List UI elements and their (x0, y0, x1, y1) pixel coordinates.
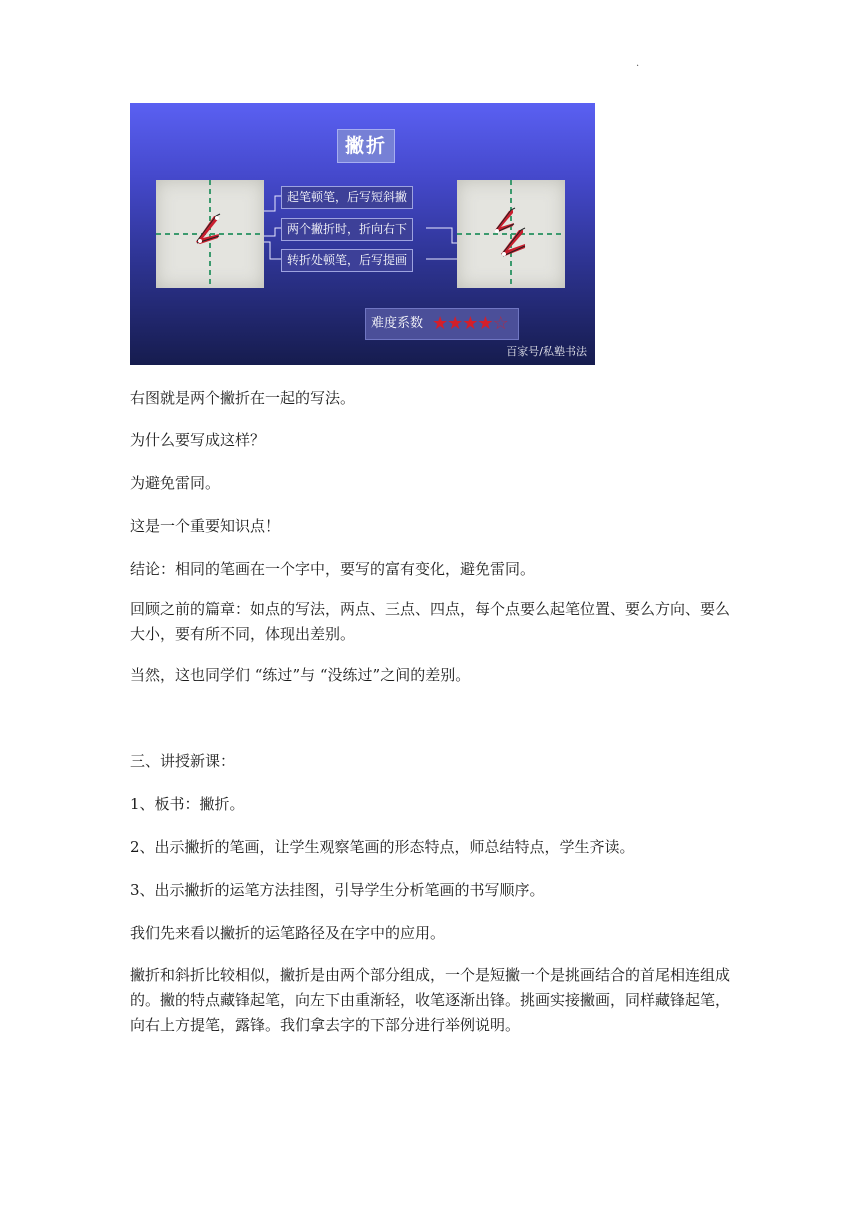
empty-star-icon: ☆ (492, 313, 508, 334)
single-piezhe-stroke-icon (156, 180, 264, 288)
double-piezhe-stroke-icon (457, 180, 565, 288)
paragraph: 结论：相同的笔画在一个字中，要写的富有变化，避免雷同。 (130, 560, 536, 578)
double-stroke-grid (457, 180, 565, 288)
paragraph: 右图就是两个撇折在一起的写法。 (130, 389, 356, 407)
filled-star-icon: ★ (432, 313, 448, 334)
paragraph: 回顾之前的篇章：如点的写法，两点、三点、四点，每个点要么起笔位置、要么方向、要么大小，要有所不同，体现出差别。 (130, 600, 731, 643)
callout-start-stroke: 起笔顿笔，后写短斜撇 (281, 186, 413, 209)
filled-star-icon: ★ (477, 313, 493, 334)
difficulty-panel (365, 308, 519, 340)
callout-double-turn: 两个撇折时，折向右下 (281, 218, 413, 241)
figure-title: 撇折 (337, 129, 395, 163)
list-item: 2、出示撇折的笔画，让学生观察笔画的形态特点，师总结特点，学生齐读。 (130, 838, 635, 856)
difficulty-stars (432, 309, 508, 339)
list-item: 1、板书：撇折。 (130, 795, 245, 813)
section-heading: 三、讲授新课： (130, 752, 236, 770)
single-stroke-grid (156, 180, 264, 288)
difficulty-label: 难度系数 (371, 316, 424, 331)
paragraph: 当然，这也同学们 “练过”与 “没练过”之间的差别。 (130, 666, 471, 684)
corner-mark: . (636, 58, 640, 69)
stroke-illustration (130, 103, 595, 365)
watermark: 百家号/私塾书法 (506, 345, 587, 358)
paragraph: 我们先来看以撇折的运笔路径及在字中的应用。 (130, 924, 446, 942)
paragraph: 为什么要写成这样？ (130, 431, 266, 449)
paragraph: 为避免雷同。 (130, 474, 221, 492)
filled-star-icon: ★ (462, 313, 478, 334)
callout-turn-pause: 转折处顿笔，后写提画 (281, 249, 413, 272)
paragraph: 这是一个重要知识点！ (130, 517, 281, 535)
filled-star-icon: ★ (447, 313, 463, 334)
list-item: 3、出示撇折的运笔方法挂图，引导学生分析笔画的书写顺序。 (130, 881, 545, 899)
paragraph: 撇折和斜折比较相似，撇折是由两个部分组成，一个是短撇一个是挑画结合的首尾相连组成的。撇的特点藏锋起笔，向左下由重渐轻，收笔逐渐出锋。挑画实接撇画，同样藏锋起笔，向右上方提笔，露锋。我们拿去字的下部分进行举例说明。 (130, 966, 731, 1034)
